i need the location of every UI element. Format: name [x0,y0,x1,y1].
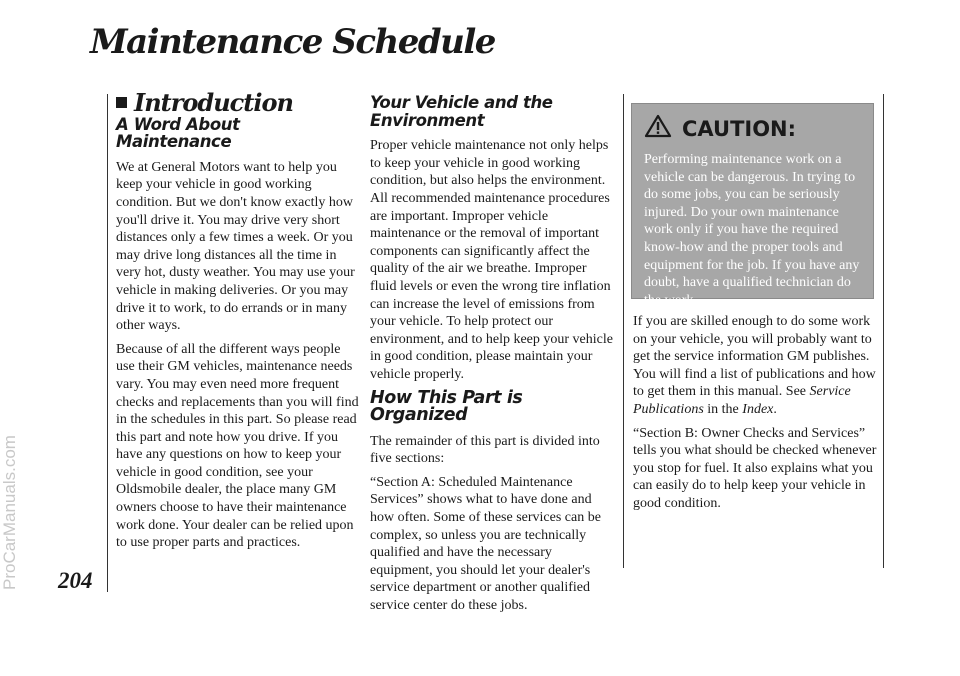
column-introduction [116,88,360,558]
column-skills [633,313,879,519]
paragraph: The remainder of this part is divided into five sections: [370,433,600,467]
column-rule-left [107,94,108,592]
caution-box [631,103,874,308]
column-rule-right [883,94,884,568]
warning-triangle-icon [644,114,672,143]
paragraph: “Section A: Scheduled Maintenance Services” shows what to have done and how often. Some of these services can be complex, so unless you are technically qualified and have the necessary equipment, you should let your dealer's service department or another qualified service center do these jobs. [370,474,601,614]
square-bullet-icon [116,97,127,108]
column-rule-middle [623,94,624,568]
watermark: ProCarManuals.com [0,435,19,590]
section-heading-text: Introduction [134,88,293,117]
column-environment [370,94,616,621]
heading-vehicle-environment: Your Vehicle and the Environment [370,93,553,130]
heading-how-part-organized: How This Part is Organized [370,387,523,426]
page-number: 204 [58,568,93,593]
caution-text: Performing maintenance work on a vehicle can be dangerous. In trying to do some jobs, you can be seriously injured. Do your own maintenance work only if you have the required know-how and the proper tools and equipment for the job. If you have any doubt, have a qualified technician do the work. [644,152,860,308]
caution-title: CAUTION: [682,116,797,141]
page-title: Maintenance Schedule [90,22,495,62]
paragraph-service-information: If you are skilled enough to do some work on your vehicle, you will probably want to get the service information GM publishes. You will find a list of publications and how to get them in this manual. See Service Publications in the Index. [633,314,876,417]
paragraph: “Section B: Owner Checks and Services” tells you what should be checked whenever you stop for fuel. It also explains what you can easily do to help keep your vehicle in good condition. [633,425,877,511]
paragraph: Because of all the different ways people use their GM vehicles, maintenance needs vary. You may even need more frequent checks and replacements than you will find in the schedules in this part. So please read this part and note how you drive. If you have any questions on how to keep your vehicle in good condition, see your Oldsmobile dealer, the place many GM owners choose to have their maintenance work done. Your dealer can be relied upon to use proper parts and practices. [116,341,359,551]
section-heading-introduction [116,88,360,117]
subheading-word-about-maintenance: A Word About Maintenance [116,114,240,152]
caution-header [644,114,861,143]
paragraph: Proper vehicle maintenance not only helps to keep your vehicle in good working condition, but also helps the environment. All recommended maintenance procedures are important. Improper vehicle maintenance or the removal of important components can significantly affect the quality of the air we breathe. Improper fluid levels or even the wrong tire inflation can increase the level of emissions from your vehicle. To help protect our environment, and to help keep your vehicle in good condition, please maintain your vehicle properly. [370,138,613,382]
paragraph: We at General Motors want to help you keep your vehicle in good working condition. But we don't know exactly how you'll drive it. You may drive very short distances only a few times a week. Or you may drive long distances all the time in very hot, dusty weather. You may use your vehicle in making deliveries. Or you may drive it to work, to do errands or in many other ways. [116,159,355,334]
